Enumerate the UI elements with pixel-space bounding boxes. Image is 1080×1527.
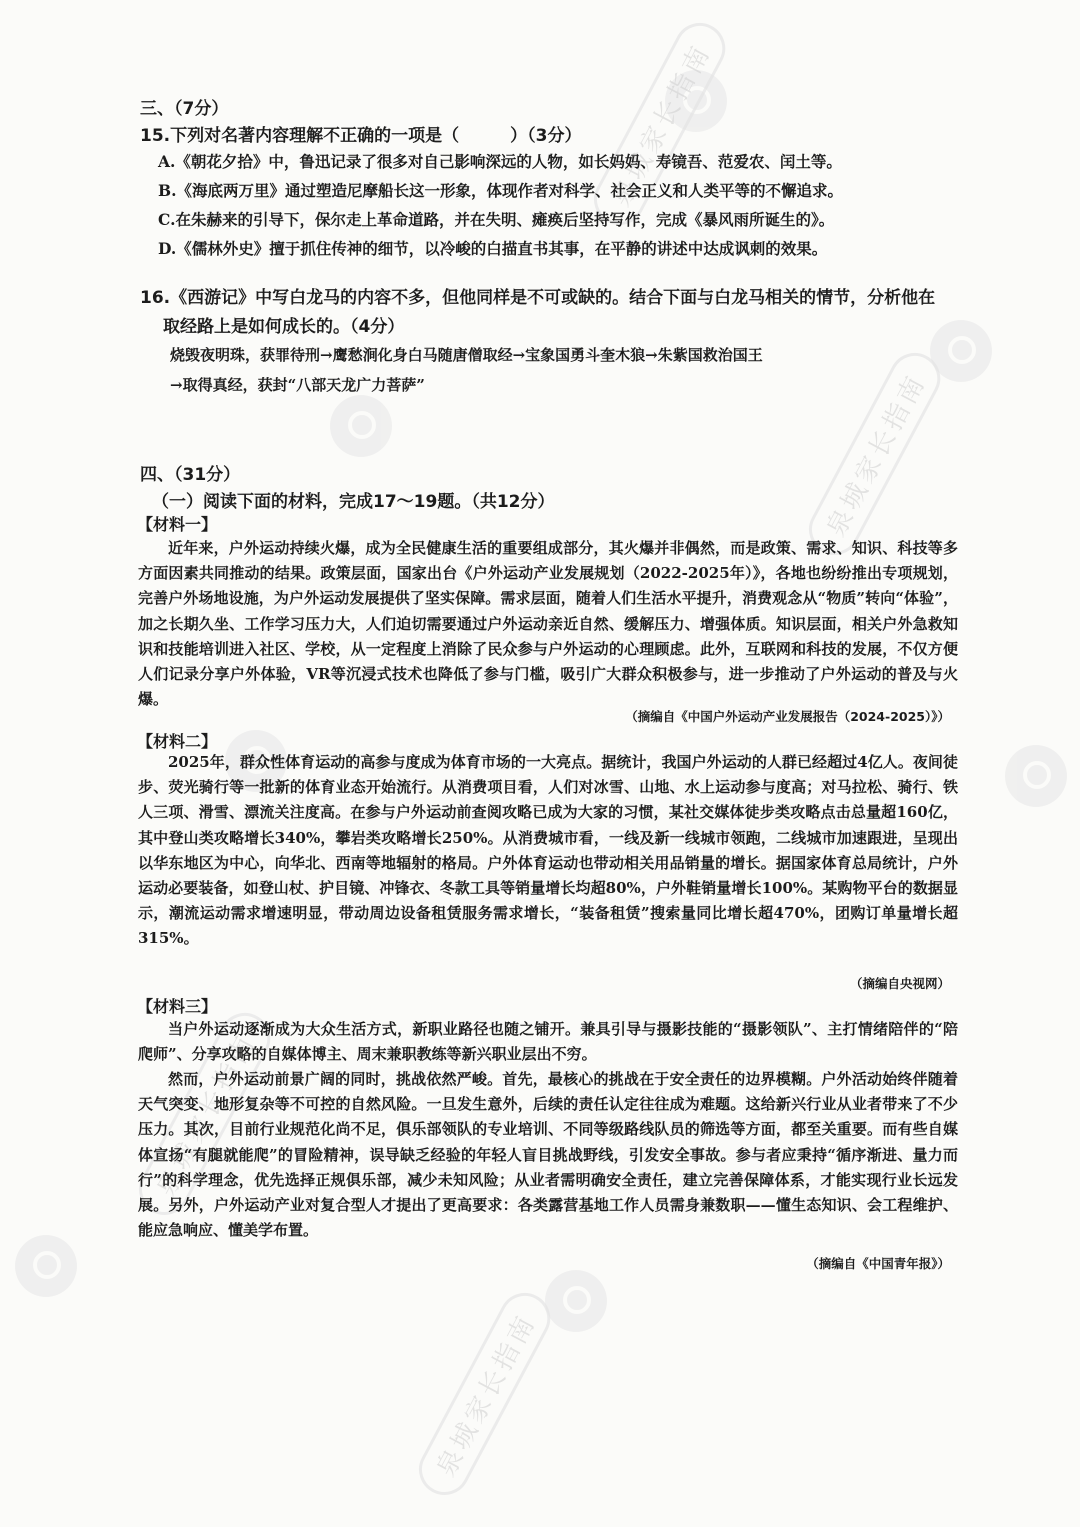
question-15-option-d: D.《儒林外史》擅于抓住传神的细节，以冷峻的白描直书其事，在平静的讲述中达成讽刺的效果。	[158, 239, 828, 258]
watermark-search-icon	[330, 395, 392, 457]
watermark-text: 泉城家长指南	[800, 344, 949, 564]
material-three-body-p2: 然而，户外运动前景广阔的同时，挑战依然严峻。首先，最核心的挑战在于安全责任的边界模糊。户外活动始终伴随着天气突变、地形复杂等不可控的自然风险。一旦发生意外，后续的责任认定往往成为难题。这给新兴行业从业者带来了不少压力。其次，目前行业规范化尚不足，俱乐部领队的专业培训、不同等级路线队员的筛选等方面，都至关重要。而有些自媒体宣扬“有腿就能爬”的冒险精神，误导缺乏经验的年轻人盲目挑战野线，引发安全事故。参与者应秉持“循序渐进、量力而行”的科学理念，优先选择正规俱乐部，减少未知风险；从业者需明确安全责任，建立完善保障体系，才能实现行业长远发展。另外，户外运动产业对复合型人才提出了更高要求：各类露营基地工作人员需身兼数职——懂生态知识、会工程维护、能应急响应、懂美学布置。	[138, 1070, 958, 1240]
material-two-source: （摘编自央视网）	[849, 976, 950, 991]
plot-flow-line1: 烧毁夜明珠，获罪待刑→鹰愁涧化身白马随唐僧取经→宝象国勇斗奎木狼→朱紫国救治国王	[170, 346, 763, 364]
reading-part-one-heading: （一）阅读下面的材料，完成17～19题。（共12分）	[152, 492, 555, 512]
material-two-heading: 【材料二】	[137, 732, 218, 751]
material-three-body-p1: 当户外运动逐渐成为大众生活方式，新职业路径也随之铺开。兼具引导与摄影技能的“摄影领队”、主打情绪陪伴的“陪爬师”、分享攻略的自媒体博主、周末兼职教练等新兴职业层出不穷。	[138, 1020, 958, 1064]
material-one-source: （摘编自《中国户外运动产业发展报告（2024-2025）》）	[625, 709, 950, 724]
material-three-heading: 【材料三】	[137, 997, 218, 1016]
watermark-search-icon	[1005, 745, 1067, 807]
question-16-stem-line2: 取经路上是如何成长的。（4分）	[163, 317, 405, 337]
watermark-text: 泉城家长指南	[130, 1004, 279, 1224]
section-three-heading: 三、（7分）	[140, 99, 229, 119]
plot-flow-line2: →取得真经，获封“八部天龙广力菩萨”	[170, 376, 425, 394]
question-15-option-c: C.在朱赫来的引导下，保尔走上革命道路，并在失明、瘫痪后坚持写作，完成《暴风雨所诞生的》。	[158, 210, 835, 229]
watermark-search-icon	[15, 1235, 77, 1297]
question-16-stem-line1: 16.《西游记》中写白龙马的内容不多，但他同样是不可或缺的。结合下面与白龙马相关的情节，分析他在	[140, 288, 936, 308]
question-15-option-b: B.《海底两万里》通过塑造尼摩船长这一形象，体现作者对科学、社会正义和人类平等的不懈追求。	[158, 181, 844, 200]
section-four-heading: 四、（31分）	[140, 465, 241, 485]
watermark-search-icon	[545, 1270, 607, 1332]
material-one-heading: 【材料一】	[137, 515, 218, 534]
watermark-text: 泉城家长指南	[585, 14, 734, 234]
watermark-text: 泉城家长指南	[410, 1284, 559, 1504]
material-one-body: 近年来，户外运动持续火爆，成为全民健康生活的重要组成部分，其火爆并非偶然，而是政策、需求、知识、科技等多方面因素共同推动的结果。政策层面，国家出台《户外运动产业发展规划（2022-2025年）》，各地也纷纷推出专项规划，完善户外场地设施，为户外运动发展提供了坚实保障。需求层面，随着人们生活水平提升，消费观念从“物质”转向“体验”，加之长期久坐、工作学习压力大，人们迫切需要通过户外运动亲近自然、缓解压力、增强体质。知识层面，相关户外急救知识和技能培训进入社区、学校，从一定程度上消除了民众参与户外运动的心理顾虑。此外，互联网和科技的发展，不仅方便人们记录分享户外体验，VR等沉浸式技术也降低了参与门槛，吸引广大群众积极参与，进一步推动了户外运动的普及与火爆。	[138, 539, 958, 709]
question-15-option-a: A.《朝花夕拾》中，鲁迅记录了很多对自己影响深远的人物，如长妈妈、寿镜吾、范爱农、闰土等。	[158, 152, 842, 171]
question-15-stem: 15.下列对名著内容理解不正确的一项是（ ）（3分）	[140, 126, 582, 146]
material-three-source: （摘编自《中国青年报》）	[806, 1256, 950, 1271]
material-two-body: 2025年，群众性体育运动的高参与度成为体育市场的一大亮点。据统计，我国户外运动的人群已经超过4亿人。夜间徒步、荧光骑行等一批新的体育业态开始流行。从消费项目看，人们对冰雪、山地、水上运动参与度高；对马拉松、骑行、铁人三项、滑雪、漂流关注度高。在参与户外运动前查阅攻略已成为大家的习惯，某社交媒体徒步类攻略点击总量超160亿，其中登山类攻略增长340%，攀岩类攻略增长250%。从消费城市看，一线及新一线城市领跑，二线城市加速跟进，呈现出以华东地区为中心，向华北、西南等地辐射的格局。户外体育运动也带动相关用品销量的增长。据国家体育总局统计，户外运动必要装备，如登山杖、护目镜、冲锋衣、冬款工具等销量增长均超80%，户外鞋销量增长100%。某购物平台的数据显示，潮流运动需求增速明显，带动周边设备租赁服务需求增长，“装备租赁”搜索量同比增长超470%，团购订单量增长超315%。	[138, 753, 958, 948]
